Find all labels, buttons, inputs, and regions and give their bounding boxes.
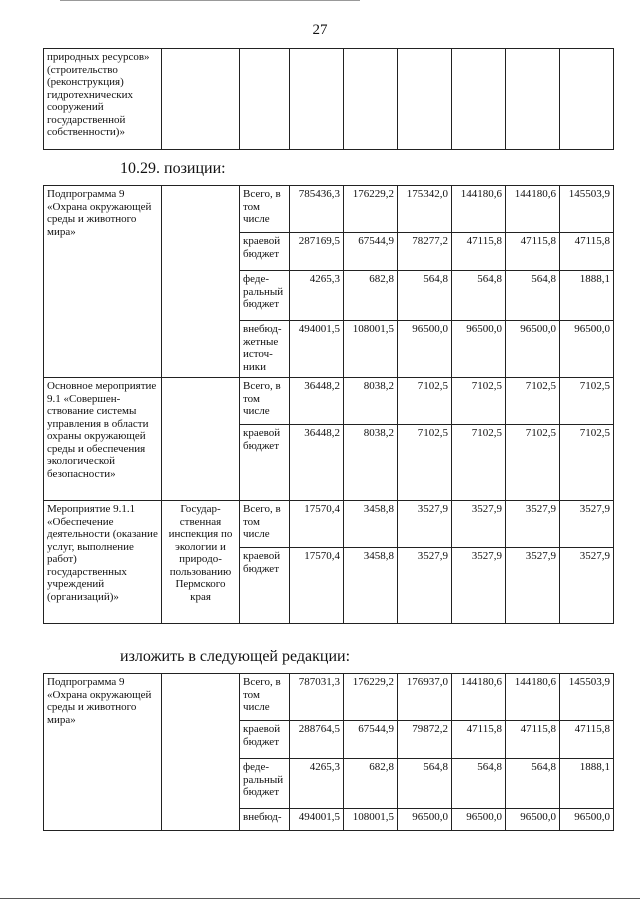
- amount-cell: 96500,0: [506, 809, 560, 831]
- amount-cell: 3527,9: [506, 501, 560, 548]
- amount-cell: 96500,0: [398, 809, 452, 831]
- amount-cell: 3527,9: [560, 548, 614, 624]
- continuation-name: природных ресурсов» (строительство (реконструкция) гидротехнических сооружений государственной собственности)»: [44, 49, 162, 150]
- executor: [162, 378, 240, 501]
- amount-cell: 3527,9: [506, 548, 560, 624]
- amount-cell: 3527,9: [452, 548, 506, 624]
- amount-cell: 8038,2: [344, 378, 398, 425]
- amount-cell: 96500,0: [452, 809, 506, 831]
- executor: Государ-ственная инспекция по экологии и природо-пользованию Пермского края: [162, 501, 240, 624]
- item-name: Подпрограмма 9 «Охрана окружающей среды и животного мира»: [44, 186, 162, 378]
- amount-cell: 108001,5: [344, 809, 398, 831]
- funding-source: краевой бюджет: [240, 721, 290, 759]
- item-name: Мероприятие 9.1.1 «Обеспечение деятельности (оказание услуг, выполнение работ) государственных учреждений (организаций)»: [44, 501, 162, 624]
- top-rule: [60, 0, 360, 1]
- amount-cell: 96500,0: [560, 321, 614, 378]
- amount-cell: 3527,9: [452, 501, 506, 548]
- page-number: 27: [312, 22, 328, 38]
- amount-cell: 47115,8: [560, 721, 614, 759]
- amount-cell: 3527,9: [398, 501, 452, 548]
- table-row: [44, 674, 614, 721]
- amount-cell: 787031,3: [290, 674, 344, 721]
- amount-cell: 7102,5: [560, 378, 614, 425]
- item-name: Подпрограмма 9 «Охрана окружающей среды и животного мира»: [44, 674, 162, 831]
- amount-cell: 96500,0: [398, 321, 452, 378]
- amount-cell: 4265,3: [290, 271, 344, 321]
- amount-cell: 175342,0: [398, 186, 452, 233]
- funding-source: краевой бюджет: [240, 233, 290, 271]
- amount-cell: 287169,5: [290, 233, 344, 271]
- funding-source: Всего, в том числе: [240, 501, 290, 548]
- continuation-table: [43, 48, 614, 150]
- amount-cell: 36448,2: [290, 378, 344, 425]
- amount-cell: 67544,9: [344, 233, 398, 271]
- amount-cell: 785436,3: [290, 186, 344, 233]
- amount-cell: 1888,1: [560, 759, 614, 809]
- new-edition-table: [43, 673, 614, 831]
- funding-source: Всего, в том числе: [240, 186, 290, 233]
- amount-cell: 36448,2: [290, 425, 344, 501]
- amount-cell: 144180,6: [506, 186, 560, 233]
- heading-new-edition: изложить в следующей редакции:: [120, 648, 351, 665]
- funding-source: внебюд-: [240, 809, 290, 831]
- amount-cell: 7102,5: [506, 378, 560, 425]
- amount-cell: 144180,6: [452, 186, 506, 233]
- amount-cell: 3527,9: [398, 548, 452, 624]
- amount-cell: 7102,5: [560, 425, 614, 501]
- amount-cell: 96500,0: [506, 321, 560, 378]
- amount-cell: 494001,5: [290, 809, 344, 831]
- heading-positions: 10.29. позиции:: [120, 160, 226, 177]
- amount-cell: 47115,8: [506, 233, 560, 271]
- amount-cell: 564,8: [506, 759, 560, 809]
- amount-cell: 176937,0: [398, 674, 452, 721]
- amount-cell: 682,8: [344, 759, 398, 809]
- funding-source: краевой бюджет: [240, 425, 290, 501]
- amount-cell: 108001,5: [344, 321, 398, 378]
- amount-cell: 67544,9: [344, 721, 398, 759]
- item-name: Основное мероприятие 9.1 «Совершен-ствование системы управления в области охраны окружающей среды и обеспечения экологической безопасности»: [44, 378, 162, 501]
- funding-source: феде-ральный бюджет: [240, 271, 290, 321]
- table-row: [44, 378, 614, 425]
- amount-cell: 144180,6: [452, 674, 506, 721]
- amount-cell: 7102,5: [398, 378, 452, 425]
- amount-cell: 7102,5: [452, 378, 506, 425]
- amount-cell: 564,8: [506, 271, 560, 321]
- amount-cell: 8038,2: [344, 425, 398, 501]
- amount-cell: 17570,4: [290, 548, 344, 624]
- funding-source: феде-ральный бюджет: [240, 759, 290, 809]
- amount-cell: 47115,8: [506, 721, 560, 759]
- funding-source: Всего, в том числе: [240, 378, 290, 425]
- amount-cell: 288764,5: [290, 721, 344, 759]
- amount-cell: 564,8: [452, 759, 506, 809]
- amount-cell: 176229,2: [344, 186, 398, 233]
- bottom-rule: [0, 898, 640, 899]
- table-row: [44, 501, 614, 548]
- amount-cell: 145503,9: [560, 674, 614, 721]
- amount-cell: 1888,1: [560, 271, 614, 321]
- funding-source: внебюд-жетные источ-ники: [240, 321, 290, 378]
- amount-cell: 4265,3: [290, 759, 344, 809]
- amount-cell: 144180,6: [506, 674, 560, 721]
- amount-cell: 494001,5: [290, 321, 344, 378]
- funding-source: Всего, в том числе: [240, 674, 290, 721]
- amount-cell: 47115,8: [560, 233, 614, 271]
- table-row: [44, 186, 614, 233]
- amount-cell: 47115,8: [452, 721, 506, 759]
- amount-cell: 564,8: [452, 271, 506, 321]
- amount-cell: 17570,4: [290, 501, 344, 548]
- funding-source: краевой бюджет: [240, 548, 290, 624]
- amount-cell: 3458,8: [344, 501, 398, 548]
- amount-cell: 47115,8: [452, 233, 506, 271]
- amount-cell: 78277,2: [398, 233, 452, 271]
- amount-cell: 79872,2: [398, 721, 452, 759]
- amount-cell: 96500,0: [452, 321, 506, 378]
- amount-cell: 3527,9: [560, 501, 614, 548]
- amount-cell: 7102,5: [398, 425, 452, 501]
- executor: [162, 674, 240, 831]
- executor: [162, 186, 240, 378]
- amount-cell: 96500,0: [560, 809, 614, 831]
- amount-cell: 7102,5: [452, 425, 506, 501]
- amount-cell: 682,8: [344, 271, 398, 321]
- amount-cell: 145503,9: [560, 186, 614, 233]
- amount-cell: 3458,8: [344, 548, 398, 624]
- amount-cell: 176229,2: [344, 674, 398, 721]
- amount-cell: 564,8: [398, 759, 452, 809]
- amount-cell: 7102,5: [506, 425, 560, 501]
- old-positions-table: [43, 185, 614, 624]
- amount-cell: 564,8: [398, 271, 452, 321]
